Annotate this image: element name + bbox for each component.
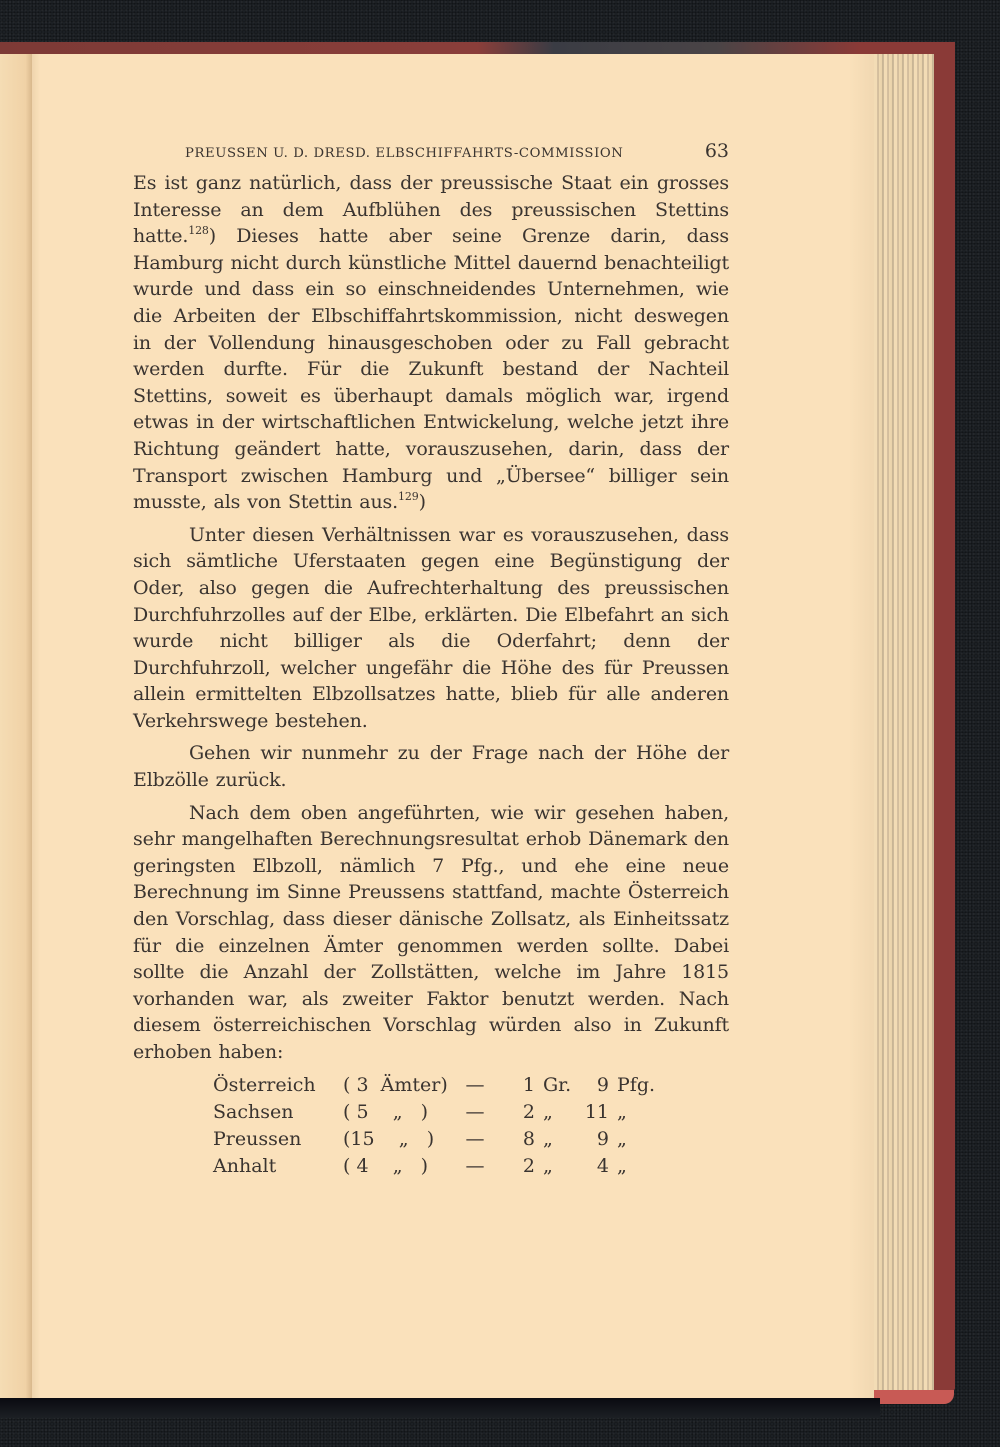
pfennig-value: 4 <box>596 1154 609 1177</box>
pfennig-unit: „ <box>617 1154 627 1177</box>
paragraph-2: Unter diesen Verhältnissen war es vorauszusehen, dass sich sämtliche Uferstaaten gegen eine Begünstigung der Oder, also gegen die Aufrechterhaltung des preussischen Durchfuhrzolles auf der Elbe, erklärten. Die Elbefahrt an sich wurde nicht billiger als die Oderfahrt; denn der Durchfuhrzoll, welcher ungefähr die Höhe des für Preussen allein ermittelten Elbzollsatzes hatte, blieb für alle anderen Verkehrswege bestehen. <box>133 523 729 732</box>
pfennig-unit: „ <box>617 1127 627 1150</box>
running-head-title: PREUSSEN U. D. DRESD. ELBSCHIFFAHRTS-COMMISSION <box>185 146 624 161</box>
paragraph-3: Gehen wir nunmehr zu der Frage nach der Höhe der Elbzölle zurück. <box>133 742 729 792</box>
pfennig-value: 9 <box>596 1073 609 1096</box>
offices-count: (15 „ ) <box>343 1127 435 1150</box>
page-text-block <box>133 140 729 1180</box>
book-bottom-shadow <box>0 1398 880 1418</box>
paragraph-1 <box>133 170 729 516</box>
groschen-unit: Gr. <box>543 1073 572 1096</box>
toll-table <box>213 1072 655 1180</box>
table-row <box>213 1072 655 1099</box>
dash: — <box>465 1154 485 1177</box>
state-name: Österreich <box>213 1073 316 1096</box>
offices-count: ( 4 „ ) <box>343 1154 429 1177</box>
footnote-ref-129: 129 <box>398 490 419 504</box>
dash: — <box>465 1127 485 1150</box>
groschen-value: 8 <box>522 1127 535 1150</box>
groschen-value: 2 <box>522 1100 535 1123</box>
pfennig-unit: Pfg. <box>617 1073 656 1096</box>
dash: — <box>465 1073 485 1096</box>
footnote-ref-128: 128 <box>188 224 209 238</box>
state-name: Sachsen <box>213 1100 294 1123</box>
pfennig-unit: „ <box>617 1100 627 1123</box>
running-head <box>185 140 729 170</box>
groschen-unit: „ <box>543 1127 553 1150</box>
table-row <box>213 1153 655 1180</box>
facing-page-edge <box>0 54 32 1399</box>
groschen-value: 1 <box>522 1073 535 1096</box>
paragraph-1-continued: ) Dieses hatte aber seine Grenze darin, dass Hamburg nicht durch künstliche Mittel dauernd benachteiligt wurde und dass ein so einschneidendes Unternehmen, wie die Arbeiten der Elbschiffahrtskommission, nicht deswegen in der Vollendung hinausgeschoben oder zu Fall gebracht werden durfte. Für die Zukunft bestand der Nachteil Stettins, soweit es überhaupt damals möglich war, irgend etwas in der wirtschaftlichen Entwickelung, welche jetzt ihre Richtung geändert hatte, vorauszusehen, darin, dass der Transport zwischen Hamburg und „Übersee“ billiger sein musste, als von Stettin aus. <box>133 225 729 514</box>
book-cover-corner <box>874 1390 954 1404</box>
table-row <box>213 1099 655 1126</box>
state-name: Anhalt <box>213 1154 277 1177</box>
paragraph-1-text: Es ist ganz natürlich, dass der preussische Staat ein grosses Interesse an dem Aufblühen des preussischen Stettins hatte. <box>133 172 729 248</box>
pfennig-value: 9 <box>596 1127 609 1150</box>
page-fore-edge <box>874 54 934 1399</box>
groschen-unit: „ <box>543 1154 553 1177</box>
offices-count: ( 5 „ ) <box>343 1100 429 1123</box>
paragraph-1-close: ) <box>418 491 426 514</box>
groschen-unit: „ <box>543 1100 553 1123</box>
pfennig-value: 11 <box>584 1100 609 1123</box>
table-row <box>213 1126 655 1153</box>
state-name: Preussen <box>213 1127 302 1150</box>
dash: — <box>465 1100 485 1123</box>
paragraph-4: Nach dem oben angeführten, wie wir gesehen haben, sehr mangelhaften Berechnungsresultat erhob Dänemark den geringsten Elbzoll, nämlich 7 Pfg., und ehe eine neue Berechnung im Sinne Preussens stattfand, machte Österreich den Vorschlag, dass dieser dänische Zollsatz, als Einheitssatz für die einzelnen Ämter genommen werden sollte. Dabei sollte die Anzahl der Zollstätten, welche im Jahre 1815 vorhanden war, als zweiter Faktor benutzt werden. Nach diesem österreichischen Vorschlag würden also in Zukunft erhoben haben: <box>133 801 729 1063</box>
offices-count: ( 3 Ämter) <box>343 1073 448 1096</box>
groschen-value: 2 <box>522 1154 535 1177</box>
page-number: 63 <box>704 140 729 162</box>
